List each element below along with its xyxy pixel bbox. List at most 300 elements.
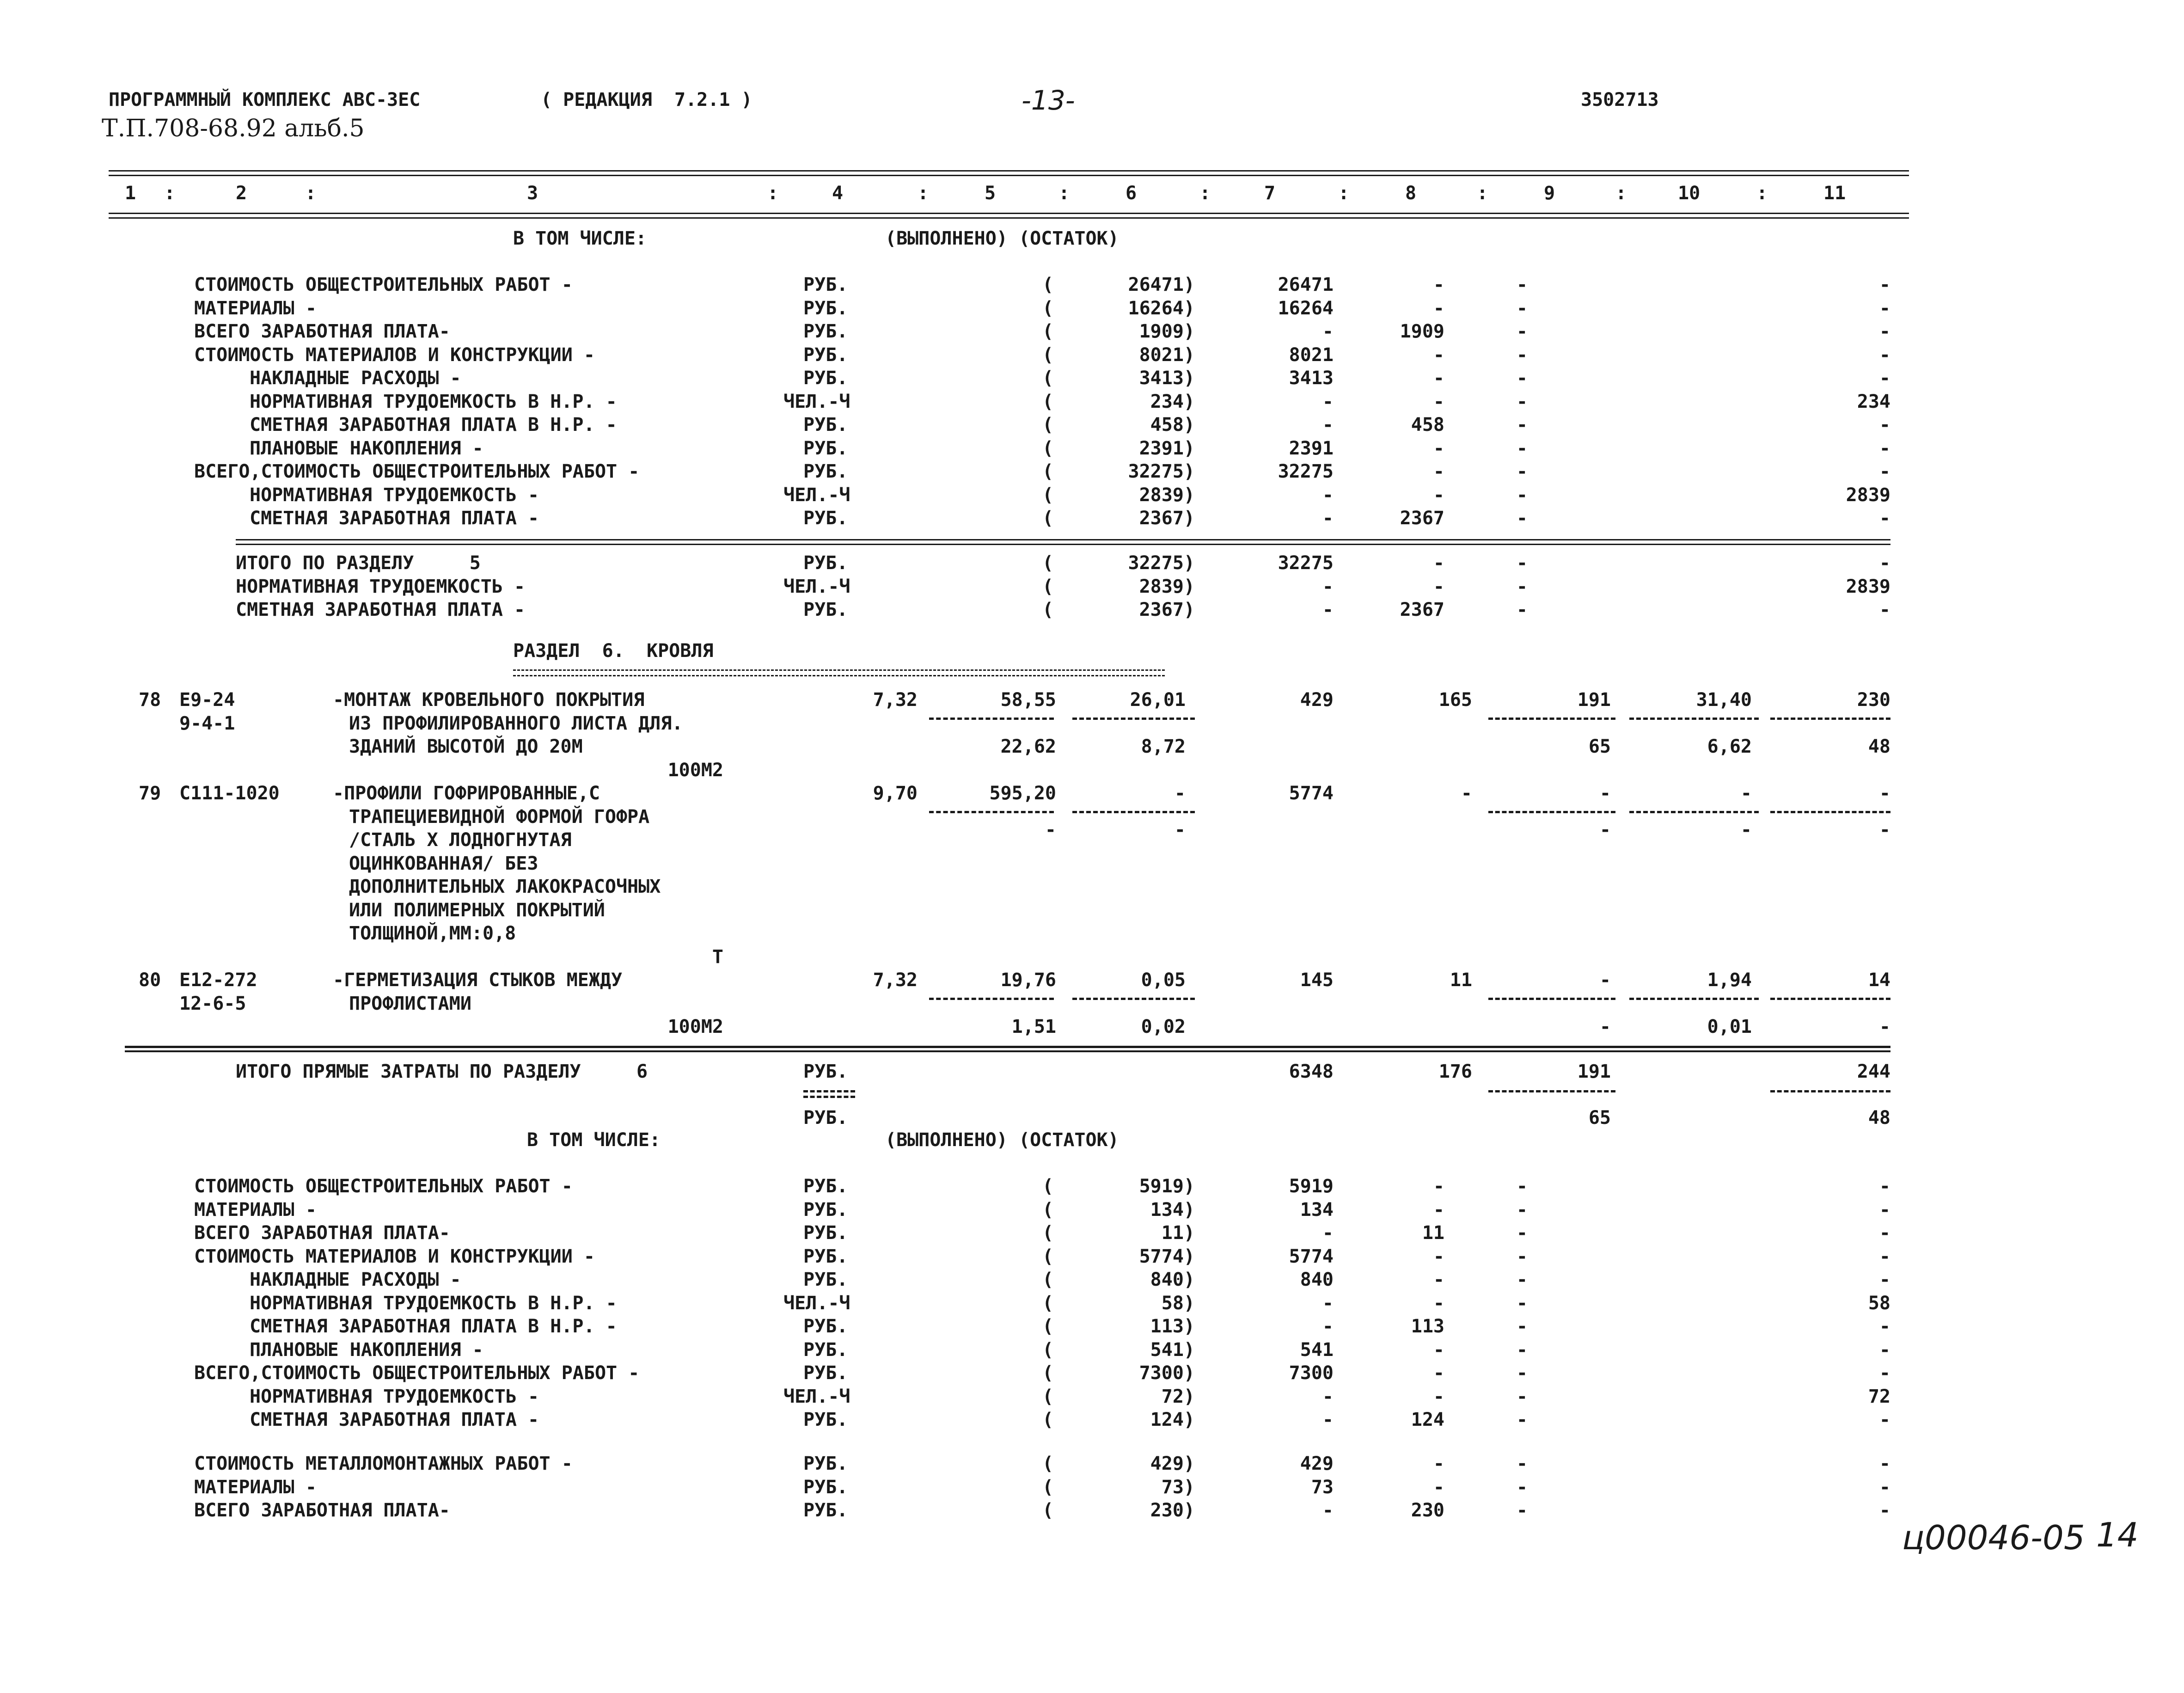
- col-sep: :: [1058, 183, 1070, 204]
- summary-c9: -: [1516, 1476, 1528, 1498]
- summary-remaining: 429): [1150, 1453, 1195, 1474]
- summary-c9: -: [1516, 1269, 1528, 1290]
- paren: (: [1042, 1222, 1054, 1244]
- summary-remaining: 11): [1161, 1222, 1195, 1244]
- col-num: 5: [985, 183, 996, 204]
- paren: (: [1042, 274, 1054, 295]
- summary-remaining: 32275): [1128, 552, 1195, 574]
- split-line: [1488, 811, 1615, 813]
- summary-remaining: 2367): [1139, 508, 1195, 529]
- summary-c11: -: [1879, 1339, 1890, 1361]
- summary-c7: -: [1322, 321, 1334, 342]
- summary-c11: -: [1879, 508, 1890, 529]
- summary-label: МАТЕРИАЛЫ -: [194, 1476, 317, 1498]
- summary-c8: -: [1433, 1245, 1444, 1267]
- split-line: [1770, 811, 1890, 813]
- col-sep: :: [767, 183, 779, 204]
- direct-total-label: ИТОГО ПРЯМЫЕ ЗАТРАТЫ ПО РАЗДЕЛУ 6: [236, 1061, 648, 1082]
- summary-remaining: 32275): [1128, 461, 1195, 482]
- direct-total-c11b: 48: [1868, 1107, 1890, 1129]
- summary-label: СМЕТНАЯ ЗАРАБОТНАЯ ПЛАТА -: [250, 508, 539, 529]
- item-description: ЗДАНИЙ ВЫСОТОЙ ДО 20М: [349, 736, 583, 757]
- item-c9b: -: [1599, 1016, 1611, 1037]
- summary-c9: -: [1516, 484, 1528, 506]
- summary-c11: -: [1879, 1362, 1890, 1384]
- summary-c7: 7300: [1289, 1362, 1334, 1384]
- summary-c9: -: [1516, 1386, 1528, 1407]
- col-num: 10: [1678, 183, 1701, 204]
- item-code-2: 12-6-5: [179, 993, 246, 1014]
- summary-label: СТОИМОСТЬ МЕТАЛЛОМОНТАЖНЫХ РАБОТ -: [194, 1453, 573, 1474]
- split-line: [1072, 998, 1195, 1000]
- summary-unit: РУБ.: [803, 1269, 848, 1290]
- done-remaining-label-2: (ВЫПОЛНЕНО) (ОСТАТОК): [885, 1129, 1119, 1151]
- summary-c9: -: [1516, 1222, 1528, 1244]
- summary-c11: -: [1879, 1316, 1890, 1337]
- summary-remaining: 458): [1150, 414, 1195, 436]
- split-line: [1488, 1090, 1615, 1092]
- summary-label: НОРМАТИВНАЯ ТРУДОЕМКОСТЬ В Н.Р. -: [250, 1292, 617, 1314]
- summary-c9: -: [1516, 552, 1528, 574]
- summary-remaining: 134): [1150, 1199, 1195, 1221]
- split-line: [1629, 811, 1759, 813]
- item-c5a: 19,76: [1000, 969, 1056, 991]
- summary-c9: -: [1516, 1199, 1528, 1221]
- paren: (: [1042, 321, 1054, 342]
- summary-c11: -: [1879, 368, 1890, 389]
- summary-remaining: 113): [1150, 1316, 1195, 1337]
- summary-c8: -: [1433, 1362, 1444, 1384]
- item-c5a: 58,55: [1000, 689, 1056, 711]
- summary-c9: -: [1516, 1362, 1528, 1384]
- summary-c11: -: [1879, 1199, 1890, 1221]
- summary-c11: -: [1879, 1269, 1890, 1290]
- paren: (: [1042, 437, 1054, 459]
- summary-unit: РУБ.: [803, 1245, 848, 1267]
- summary-c9: -: [1516, 461, 1528, 482]
- col-sep: :: [305, 183, 317, 204]
- summary-unit: РУБ.: [803, 297, 848, 319]
- col-sep: :: [1615, 183, 1627, 204]
- col-sep: :: [164, 183, 176, 204]
- col-num: 2: [236, 183, 247, 204]
- summary-c11: -: [1879, 1476, 1890, 1498]
- summary-c8: -: [1433, 1386, 1444, 1407]
- paren: (: [1042, 1176, 1054, 1197]
- item-c10b: 0,01: [1707, 1016, 1752, 1037]
- summary-c9: -: [1516, 1176, 1528, 1197]
- item-description: -ПРОФИЛИ ГОФРИРОВАННЫЕ,С: [333, 783, 600, 804]
- summary-label: СТОИМОСТЬ ОБЩЕСТРОИТЕЛЬНЫХ РАБОТ -: [194, 274, 573, 295]
- summary-c11: -: [1879, 1245, 1890, 1267]
- summary-c11: -: [1879, 1222, 1890, 1244]
- paren: (: [1042, 414, 1054, 436]
- direct-total-c11a: 244: [1857, 1061, 1890, 1082]
- direct-total-c9b: 65: [1588, 1107, 1611, 1129]
- summary-c8: -: [1433, 368, 1444, 389]
- summary-c9: -: [1516, 1292, 1528, 1314]
- summary-label: СТОИМОСТЬ МАТЕРИАЛОВ И КОНСТРУКЦИИ -: [194, 344, 595, 366]
- summary-unit: ЧЕЛ.-Ч: [783, 576, 850, 597]
- summary-c7: -: [1322, 1292, 1334, 1314]
- col-num: 8: [1405, 183, 1417, 204]
- summary-label: НАКЛАДНЫЕ РАСХОДЫ -: [250, 368, 461, 389]
- item-c11b: -: [1879, 819, 1890, 840]
- summary-c7: -: [1322, 1316, 1334, 1337]
- summary-unit: РУБ.: [803, 1222, 848, 1244]
- split-line: [1488, 998, 1615, 1000]
- summary-c8: -: [1433, 461, 1444, 482]
- summary-c7: 840: [1300, 1269, 1334, 1290]
- paren: (: [1042, 1409, 1054, 1430]
- summary-c8: -: [1433, 344, 1444, 366]
- item-unit: 100М2: [667, 759, 723, 781]
- section6-underline: [513, 669, 1165, 676]
- item-c6b: 0,02: [1141, 1016, 1186, 1037]
- summary-remaining: 230): [1150, 1500, 1195, 1521]
- col-sep: :: [1756, 183, 1768, 204]
- summary-label: НАКЛАДНЫЕ РАСХОДЫ -: [250, 1269, 461, 1290]
- summary-c7: -: [1322, 576, 1334, 597]
- summary-c9: -: [1516, 576, 1528, 597]
- col-num: 11: [1823, 183, 1846, 204]
- summary-c7: -: [1322, 1386, 1334, 1407]
- summary-label: ПЛАНОВЫЕ НАКОПЛЕНИЯ -: [250, 437, 483, 459]
- item-description: ТОЛЩИНОЙ,ММ:0,8: [349, 923, 516, 944]
- item-c9a: -: [1599, 969, 1611, 991]
- col-sep: :: [1338, 183, 1350, 204]
- item-c9b: -: [1599, 819, 1611, 840]
- col-sep: :: [918, 183, 929, 204]
- item-c10a: 31,40: [1696, 689, 1752, 711]
- summary-unit: РУБ.: [803, 321, 848, 342]
- summary-unit: ЧЕЛ.-Ч: [783, 391, 850, 412]
- item-c8: 165: [1438, 689, 1472, 711]
- item-quantity: 7,32: [873, 969, 918, 991]
- item-number: 79: [139, 783, 161, 804]
- summary-remaining: 124): [1150, 1409, 1195, 1430]
- summary-c7: 16264: [1278, 297, 1334, 319]
- paren: (: [1042, 484, 1054, 506]
- paren: (: [1042, 552, 1054, 574]
- summary-c8: 124: [1411, 1409, 1444, 1430]
- summary-remaining: 2391): [1139, 437, 1195, 459]
- summary-c11: 234: [1857, 391, 1890, 412]
- summary-c11: 72: [1868, 1386, 1890, 1407]
- item-c6a: 0,05: [1141, 969, 1186, 991]
- summary-remaining: 840): [1150, 1269, 1195, 1290]
- unit-underline: [803, 1090, 855, 1092]
- summary-label: СМЕТНАЯ ЗАРАБОТНАЯ ПЛАТА -: [236, 599, 526, 620]
- summary-c7: -: [1322, 391, 1334, 412]
- summary-label: НОРМАТИВНАЯ ТРУДОЕМКОСТЬ -: [250, 1386, 539, 1407]
- summary-remaining: 2367): [1139, 599, 1195, 620]
- summary-remaining: 2839): [1139, 576, 1195, 597]
- summary-unit: РУБ.: [803, 1199, 848, 1221]
- summary-c8: -: [1433, 1269, 1444, 1290]
- item-c10b: 6,62: [1707, 736, 1752, 757]
- summary-c11: -: [1879, 599, 1890, 620]
- program-name: ПРОГРАММНЫЙ КОМПЛЕКС АВС-3ЕС: [109, 89, 421, 110]
- item-c8: 11: [1450, 969, 1472, 991]
- summary-c9: -: [1516, 297, 1528, 319]
- summary-c11: -: [1879, 414, 1890, 436]
- summary-remaining: 5774): [1139, 1245, 1195, 1267]
- table-top-rule: [109, 170, 1909, 176]
- summary-remaining: 8021): [1139, 344, 1195, 366]
- item-c10a: 1,94: [1707, 969, 1752, 991]
- summary-c9: -: [1516, 391, 1528, 412]
- summary-unit: РУБ.: [803, 1476, 848, 1498]
- paren: (: [1042, 1245, 1054, 1267]
- summary-c8: -: [1433, 297, 1444, 319]
- paren: (: [1042, 599, 1054, 620]
- in-that-number-label: В ТОМ ЧИСЛЕ:: [513, 228, 647, 249]
- item-unit: 100М2: [667, 1016, 723, 1037]
- handwritten-code: ц00046-05: [1902, 1518, 2085, 1557]
- summary-c11: 2839: [1846, 576, 1890, 597]
- summary-c8: 2367: [1400, 599, 1444, 620]
- summary-c11: -: [1879, 1409, 1890, 1430]
- summary-unit: РУБ.: [803, 344, 848, 366]
- summary-c9: -: [1516, 321, 1528, 342]
- summary-c8: -: [1433, 484, 1444, 506]
- summary-c11: -: [1879, 344, 1890, 366]
- paren: (: [1042, 1339, 1054, 1361]
- split-line: [1770, 718, 1890, 720]
- summary-c7: -: [1322, 599, 1334, 620]
- summary-c7: 73: [1311, 1476, 1334, 1498]
- summary-unit: РУБ.: [803, 1453, 848, 1474]
- summary-label: МАТЕРИАЛЫ -: [194, 1199, 317, 1221]
- summary-unit: РУБ.: [803, 274, 848, 295]
- summary-label: ВСЕГО ЗАРАБОТНАЯ ПЛАТА-: [194, 321, 450, 342]
- paren: (: [1042, 297, 1054, 319]
- paren: (: [1042, 1362, 1054, 1384]
- summary-c11: -: [1879, 461, 1890, 482]
- done-remaining-label: (ВЫПОЛНЕНО) (ОСТАТОК): [885, 228, 1119, 249]
- item-description: /СТАЛЬ Х ЛОДНОГНУТАЯ: [349, 829, 572, 851]
- item-c5b: 22,62: [1000, 736, 1056, 757]
- summary-c8: 1909: [1400, 321, 1444, 342]
- item-description: -ГЕРМЕТИЗАЦИЯ СТЫКОВ МЕЖДУ: [333, 969, 623, 991]
- item-c9b: 65: [1588, 736, 1611, 757]
- item-c6b: 8,72: [1141, 736, 1186, 757]
- item-description: ТРАПЕЦИЕВИДНОЙ ФОРМОЙ ГОФРА: [349, 806, 650, 828]
- in-that-number-label-2: В ТОМ ЧИСЛЕ:: [527, 1129, 661, 1151]
- split-line: [1488, 718, 1615, 720]
- summary-label: ВСЕГО ЗАРАБОТНАЯ ПЛАТА-: [194, 1500, 450, 1521]
- summary-c9: -: [1516, 1316, 1528, 1337]
- summary-c11: 58: [1868, 1292, 1890, 1314]
- summary-unit: РУБ.: [803, 1500, 848, 1521]
- split-line: [1629, 718, 1759, 720]
- summary-c9: -: [1516, 344, 1528, 366]
- col-num: 7: [1264, 183, 1276, 204]
- summary-c9: -: [1516, 414, 1528, 436]
- summary-c8: -: [1433, 391, 1444, 412]
- summary-c8: 11: [1422, 1222, 1444, 1244]
- item-c7: 5774: [1289, 783, 1334, 804]
- item-c6a: 26,01: [1130, 689, 1186, 711]
- direct-total-c7: 6348: [1289, 1061, 1334, 1082]
- item-code: Е12-272: [179, 969, 257, 991]
- summary-c8: -: [1433, 552, 1444, 574]
- summary-label: СТОИМОСТЬ ОБЩЕСТРОИТЕЛЬНЫХ РАБОТ -: [194, 1176, 573, 1197]
- col-num: 9: [1544, 183, 1555, 204]
- doc-subtitle: Т.П.708-68.92 альб.5: [102, 115, 365, 142]
- paren: (: [1042, 391, 1054, 412]
- summary-c7: -: [1322, 484, 1334, 506]
- summary-c7: 5919: [1289, 1176, 1334, 1197]
- paren: (: [1042, 576, 1054, 597]
- summary-remaining: 58): [1161, 1292, 1195, 1314]
- item-c5a: 595,20: [989, 783, 1056, 804]
- section6-title: РАЗДЕЛ 6. КРОВЛЯ: [513, 640, 714, 662]
- direct-total-c8: 176: [1438, 1061, 1472, 1082]
- summary-c8: -: [1433, 274, 1444, 295]
- summary-c8: 230: [1411, 1500, 1444, 1521]
- header-bottom-rule: [109, 213, 1909, 219]
- summary-c9: -: [1516, 1409, 1528, 1430]
- summary-unit: РУБ.: [803, 1316, 848, 1337]
- summary-c8: 2367: [1400, 508, 1444, 529]
- item-description: ДОПОЛНИТЕЛЬНЫХ ЛАКОКРАСОЧНЫХ: [349, 876, 661, 897]
- summary-unit: РУБ.: [803, 437, 848, 459]
- item-c9a: -: [1599, 783, 1611, 804]
- summary-remaining: 3413): [1139, 368, 1195, 389]
- summary-c9: -: [1516, 1500, 1528, 1521]
- item-c6b: -: [1174, 819, 1186, 840]
- summary-c11: -: [1879, 1176, 1890, 1197]
- summary-label: СМЕТНАЯ ЗАРАБОТНАЯ ПЛАТА -: [250, 1409, 539, 1430]
- summary-c8: -: [1433, 1292, 1444, 1314]
- summary-unit: РУБ.: [803, 461, 848, 482]
- section5-total-rule: [236, 539, 1890, 545]
- summary-c11: 2839: [1846, 484, 1890, 506]
- col-sep: :: [1477, 183, 1488, 204]
- summary-c7: 26471: [1278, 274, 1334, 295]
- summary-c7: -: [1322, 508, 1334, 529]
- summary-c8: -: [1433, 1176, 1444, 1197]
- summary-c7: -: [1322, 1409, 1334, 1430]
- item-c10b: -: [1740, 819, 1752, 840]
- item-number: 80: [139, 969, 161, 991]
- summary-c8: 113: [1411, 1316, 1444, 1337]
- summary-remaining: 1909): [1139, 321, 1195, 342]
- paren: (: [1042, 1386, 1054, 1407]
- summary-unit: ЧЕЛ.-Ч: [783, 1292, 850, 1314]
- summary-c11: -: [1879, 552, 1890, 574]
- item-description: -МОНТАЖ КРОВЕЛЬНОГО ПОКРЫТИЯ: [333, 689, 645, 711]
- summary-remaining: 541): [1150, 1339, 1195, 1361]
- item-code: С111-1020: [179, 783, 280, 804]
- summary-label: ИТОГО ПО РАЗДЕЛУ 5: [236, 552, 481, 574]
- col-num: 4: [832, 183, 844, 204]
- item-description: ПРОФЛИСТАМИ: [349, 993, 471, 1014]
- edition: ( РЕДАКЦИЯ 7.2.1 ): [541, 89, 752, 110]
- split-line: [1770, 1090, 1890, 1092]
- summary-unit: РУБ.: [803, 1176, 848, 1197]
- summary-c11: -: [1879, 1500, 1890, 1521]
- item-c5b: -: [1045, 819, 1056, 840]
- summary-remaining: 26471): [1128, 274, 1195, 295]
- item-c7: 429: [1300, 689, 1334, 711]
- summary-c8: -: [1433, 437, 1444, 459]
- summary-unit: РУБ.: [803, 599, 848, 620]
- paren: (: [1042, 1316, 1054, 1337]
- item-code-2: 9-4-1: [179, 712, 235, 734]
- item-number: 78: [139, 689, 161, 711]
- paren: (: [1042, 508, 1054, 529]
- summary-c9: -: [1516, 1245, 1528, 1267]
- unit-underline: [803, 1096, 855, 1098]
- summary-c7: -: [1322, 414, 1334, 436]
- summary-remaining: 2839): [1139, 484, 1195, 506]
- item-c11a: 230: [1857, 689, 1890, 711]
- page-number: -13-: [1022, 85, 1075, 116]
- paren: (: [1042, 1199, 1054, 1221]
- item-quantity: 7,32: [873, 689, 918, 711]
- col-num: 3: [527, 183, 538, 204]
- summary-label: НОРМАТИВНАЯ ТРУДОЕМКОСТЬ -: [250, 484, 539, 506]
- paren: (: [1042, 344, 1054, 366]
- paren: (: [1042, 1453, 1054, 1474]
- summary-c7: 134: [1300, 1199, 1334, 1221]
- summary-c9: -: [1516, 1339, 1528, 1361]
- paren: (: [1042, 461, 1054, 482]
- direct-total-top-rule-2: [125, 1050, 1890, 1052]
- summary-unit: ЧЕЛ.-Ч: [783, 484, 850, 506]
- summary-label: СТОИМОСТЬ МАТЕРИАЛОВ И КОНСТРУКЦИИ -: [194, 1245, 595, 1267]
- summary-c9: -: [1516, 437, 1528, 459]
- item-code: Е9-24: [179, 689, 235, 711]
- summary-unit: РУБ.: [803, 1409, 848, 1430]
- col-sep: :: [1199, 183, 1211, 204]
- paren: (: [1042, 368, 1054, 389]
- item-c5b: 1,51: [1011, 1016, 1056, 1037]
- item-description: ОЦИНКОВАННАЯ/ БЕЗ: [349, 853, 538, 874]
- summary-c9: -: [1516, 508, 1528, 529]
- summary-label: ВСЕГО,СТОИМОСТЬ ОБЩЕСТРОИТЕЛЬНЫХ РАБОТ -: [194, 461, 640, 482]
- summary-unit: РУБ.: [803, 552, 848, 574]
- summary-c7: 429: [1300, 1453, 1334, 1474]
- item-unit: Т: [712, 946, 723, 968]
- summary-c8: -: [1433, 1453, 1444, 1474]
- direct-total-unit2: РУБ.: [803, 1107, 848, 1129]
- split-line: [1072, 811, 1195, 813]
- summary-label: МАТЕРИАЛЫ -: [194, 297, 317, 319]
- summary-label: ПЛАНОВЫЕ НАКОПЛЕНИЯ -: [250, 1339, 483, 1361]
- direct-total-unit: РУБ.: [803, 1061, 848, 1082]
- item-c11a: -: [1879, 783, 1890, 804]
- summary-c7: 32275: [1278, 552, 1334, 574]
- doc-code: 3502713: [1581, 89, 1659, 110]
- summary-label: СМЕТНАЯ ЗАРАБОТНАЯ ПЛАТА В Н.Р. -: [250, 1316, 617, 1337]
- summary-unit: РУБ.: [803, 508, 848, 529]
- item-c9a: 191: [1577, 689, 1611, 711]
- summary-c7: 2391: [1289, 437, 1334, 459]
- col-num: 6: [1126, 183, 1137, 204]
- summary-label: СМЕТНАЯ ЗАРАБОТНАЯ ПЛАТА В Н.Р. -: [250, 414, 617, 436]
- summary-remaining: 7300): [1139, 1362, 1195, 1384]
- summary-remaining: 73): [1161, 1476, 1195, 1498]
- item-quantity: 9,70: [873, 783, 918, 804]
- paren: (: [1042, 1292, 1054, 1314]
- summary-label: ВСЕГО ЗАРАБОТНАЯ ПЛАТА-: [194, 1222, 450, 1244]
- summary-c11: -: [1879, 1453, 1890, 1474]
- col-num: 1: [125, 183, 136, 204]
